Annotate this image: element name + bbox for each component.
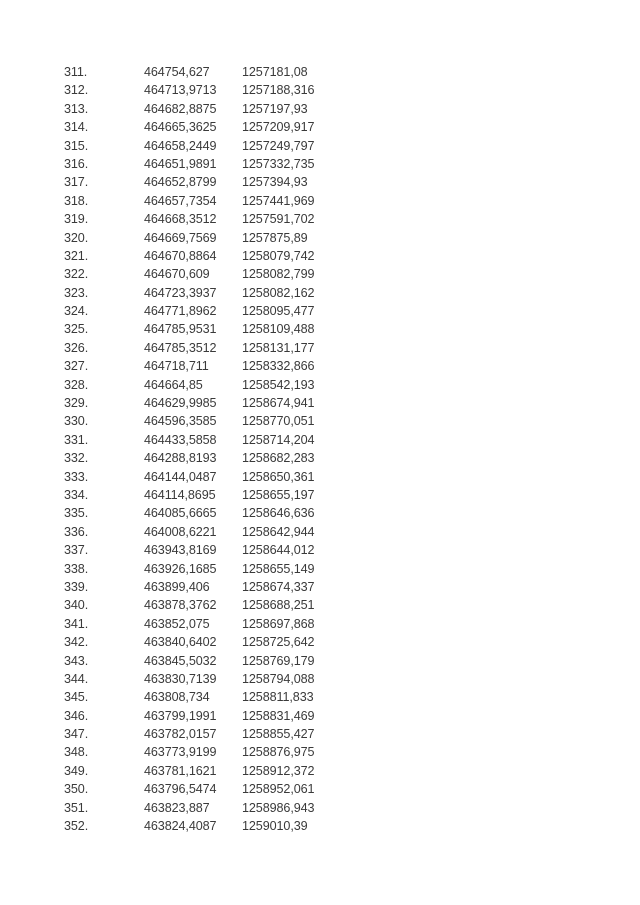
x-coordinate: 464288,8193: [144, 451, 217, 466]
x-coordinate: 463808,734: [144, 690, 210, 705]
x-coordinate: 464664,85: [144, 377, 203, 392]
y-coordinate: 1258912,372: [242, 763, 315, 778]
row-number: 328.: [64, 377, 89, 392]
y-coordinate: 1258688,251: [242, 598, 315, 613]
y-coordinate: 1258811,833: [242, 690, 314, 705]
x-coordinate: 463830,7139: [144, 671, 217, 686]
x-coordinate: 464771,8962: [144, 304, 217, 319]
y-coordinate: 1258986,943: [242, 800, 315, 815]
row-number: 311.: [64, 65, 88, 79]
y-coordinate: 1258682,283: [242, 451, 315, 466]
y-coordinate: 1258952,061: [242, 782, 315, 797]
x-coordinate: 463943,8169: [144, 543, 217, 558]
y-coordinate: 1258655,149: [242, 561, 315, 576]
x-coordinate: 464629,9985: [144, 396, 217, 411]
y-coordinate: 1258655,197: [242, 487, 315, 502]
row-number: 336.: [64, 524, 89, 539]
y-coordinate: 1257591,702: [242, 212, 315, 227]
x-coordinate: 463852,075: [144, 616, 210, 631]
x-coordinate: 464718,711: [144, 359, 209, 374]
row-number: 316.: [64, 156, 89, 171]
x-coordinate: 463823,887: [144, 800, 210, 815]
row-number: 329.: [64, 396, 89, 411]
y-coordinate: 1258642,944: [242, 524, 315, 539]
x-coordinate: 464657,7354: [144, 193, 217, 208]
x-coordinate: 463899,406: [144, 579, 210, 594]
x-coordinate: 464596,3585: [144, 414, 217, 429]
x-coordinate: 464670,8864: [144, 248, 217, 263]
row-number: 348.: [64, 745, 89, 760]
x-coordinate: 464670,609: [144, 267, 210, 282]
row-number: 334.: [64, 487, 89, 502]
y-coordinate: 1258095,477: [242, 304, 315, 319]
x-coordinate: 464085,6665: [144, 506, 217, 521]
x-coordinate: 464665,3625: [144, 120, 217, 135]
x-coordinate: 464723,3937: [144, 285, 217, 300]
y-coordinate: 1258542,193: [242, 377, 315, 392]
row-number: 323.: [64, 285, 89, 300]
y-coordinate: 1257209,917: [242, 120, 315, 135]
x-coordinate: 464713,9713: [144, 83, 217, 98]
y-coordinate: 1259010,39: [242, 819, 308, 834]
row-number: 330.: [64, 414, 89, 429]
row-number: 325.: [64, 322, 89, 337]
y-coordinate: 1258714,204: [242, 432, 315, 447]
row-number: 352.: [64, 819, 89, 834]
x-coordinate: 463781,1621: [144, 763, 217, 778]
row-number: 319.: [64, 212, 89, 227]
x-coordinate: 464433,5858: [144, 432, 217, 447]
row-number: 341.: [64, 616, 89, 631]
x-coordinate: 463878,3762: [144, 598, 217, 613]
row-number: 351.: [64, 800, 89, 815]
row-number: 313.: [64, 101, 89, 116]
row-number: 347.: [64, 727, 89, 742]
x-coordinate: 464785,3512: [144, 340, 217, 355]
y-coordinate: 1258082,799: [242, 267, 315, 282]
x-coordinate: 464008,6221: [144, 524, 217, 539]
x-coordinate: 464754,627: [144, 65, 210, 79]
y-coordinate: 1258650,361: [242, 469, 315, 484]
row-number: 318.: [64, 193, 89, 208]
y-coordinate: 1257249,797: [242, 138, 315, 153]
row-number: 320.: [64, 230, 89, 245]
row-number: 342.: [64, 635, 89, 650]
x-coordinate: 463824,4087: [144, 819, 217, 834]
y-coordinate: 1258674,337: [242, 579, 315, 594]
row-number: 340.: [64, 598, 89, 613]
x-coordinate: 463782,0157: [144, 727, 217, 742]
y-coordinate: 1258769,179: [242, 653, 315, 668]
x-coordinate: 463840,6402: [144, 635, 217, 650]
y-coordinate: 1258855,427: [242, 727, 315, 742]
x-coordinate: 464785,9531: [144, 322, 217, 337]
x-coordinate: 464658,2449: [144, 138, 217, 153]
y-coordinate: 1258674,941: [242, 396, 315, 411]
y-coordinate: 1257332,735: [242, 156, 315, 171]
x-coordinate: 463926,1685: [144, 561, 217, 576]
y-coordinate: 1257181,08: [242, 65, 308, 79]
x-coordinate: 464682,8875: [144, 101, 217, 116]
x-coordinate: 463845,5032: [144, 653, 217, 668]
y-coordinate: 1258831,469: [242, 708, 315, 723]
row-number: 338.: [64, 561, 89, 576]
row-number: 333.: [64, 469, 89, 484]
y-coordinate: 1258770,051: [242, 414, 315, 429]
y-coordinate: 1258131,177: [242, 340, 315, 355]
row-number: 346.: [64, 708, 89, 723]
y-coordinate: 1258876,975: [242, 745, 315, 760]
row-number: 339.: [64, 579, 89, 594]
row-number: 332.: [64, 451, 89, 466]
y-coordinate: 1258697,868: [242, 616, 315, 631]
row-number: 345.: [64, 690, 89, 705]
row-number: 343.: [64, 653, 89, 668]
y-coordinate: 1258109,488: [242, 322, 315, 337]
row-number: 337.: [64, 543, 89, 558]
y-coordinate: 1257875,89: [242, 230, 308, 245]
x-coordinate: 464668,3512: [144, 212, 217, 227]
x-coordinate: 463799,1991: [144, 708, 217, 723]
row-number: 321.: [64, 248, 89, 263]
row-number: 324.: [64, 304, 89, 319]
y-coordinate: 1257394,93: [242, 175, 308, 190]
row-number: 335.: [64, 506, 89, 521]
y-coordinate: 1258079,742: [242, 248, 315, 263]
row-number: 326.: [64, 340, 89, 355]
x-coordinate: 463796,5474: [144, 782, 217, 797]
row-number: 349.: [64, 763, 89, 778]
x-coordinate: 464144,0487: [144, 469, 217, 484]
y-coordinate: 1258725,642: [242, 635, 315, 650]
x-coordinate: 464114,8695: [144, 487, 216, 502]
x-coordinate: 463773,9199: [144, 745, 217, 760]
y-coordinate: 1257197,93: [242, 101, 308, 116]
row-number: 315.: [64, 138, 89, 153]
y-coordinate: 1257441,969: [242, 193, 315, 208]
row-number: 322.: [64, 267, 89, 282]
row-number: 312.: [64, 83, 89, 98]
y-coordinate: 1257188,316: [242, 83, 315, 98]
row-number: 331.: [64, 432, 89, 447]
y-coordinate: 1258646,636: [242, 506, 315, 521]
row-number: 344.: [64, 671, 89, 686]
y-coordinate: 1258794,088: [242, 671, 315, 686]
row-number: 314.: [64, 120, 89, 135]
y-coordinate: 1258082,162: [242, 285, 315, 300]
x-coordinate: 464669,7569: [144, 230, 217, 245]
row-number: 317.: [64, 175, 89, 190]
y-coordinate: 1258332,866: [242, 359, 315, 374]
row-number: 327.: [64, 359, 89, 374]
x-coordinate: 464652,8799: [144, 175, 217, 190]
row-number: 350.: [64, 782, 89, 797]
y-coordinate: 1258644,012: [242, 543, 315, 558]
x-coordinate: 464651,9891: [144, 156, 217, 171]
